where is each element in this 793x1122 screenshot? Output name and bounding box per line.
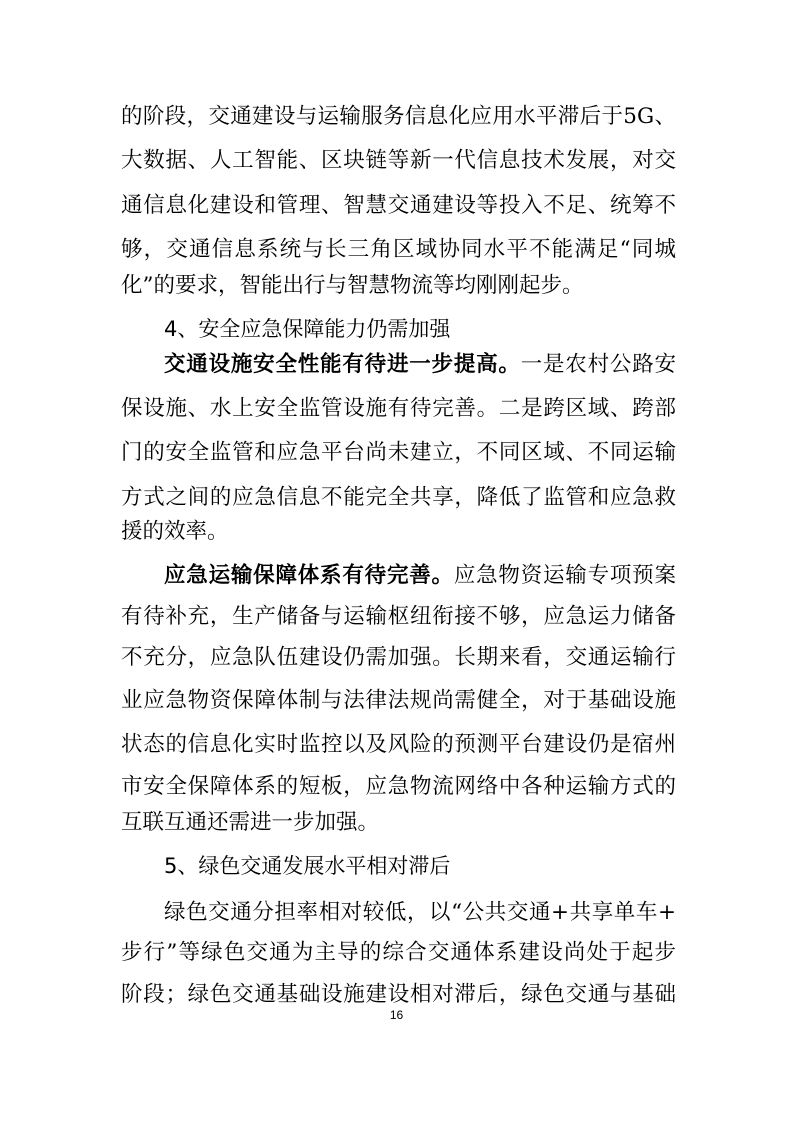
paragraph2-line-4: 方式之间的应急信息不能完全共享，降低了监管和应急救: [121, 485, 676, 510]
paragraph3-bold-lead: 应急运输保障体系有待完善。: [164, 563, 454, 588]
page-number: 16: [389, 1008, 404, 1022]
paragraph1-line-1: 的阶段，交通建设与运输服务信息化应用水平滞后于5G、: [121, 104, 676, 129]
paragraph2-line-3: 门的安全监管和应急平台尚未建立，不同区域、不同运输: [121, 440, 676, 465]
paragraph2-bold-lead: 交通设施安全性能有待进一步提高。: [164, 352, 521, 377]
paragraph3-line-2: 有待补充，生产储备与运输枢纽衔接不够，应急运力储备: [121, 604, 676, 629]
paragraph1-line-3: 通信息化建设和管理、智慧交通建设等投入不足、统筹不: [121, 193, 676, 218]
section-heading-4: 4、安全应急保障能力仍需加强: [164, 317, 451, 341]
paragraph3-line-7: 互联互通还需进一步加强。: [121, 810, 380, 835]
paragraph4-line-3: 阶段；绿色交通基础设施建设相对滞后，绿色交通与基础: [121, 982, 676, 1007]
paragraph1-line-2: 大数据、人工智能、区块链等新一代信息技术发展，对交: [121, 148, 676, 173]
paragraph1-line-4: 够，交通信息系统与长三角区域协同水平不能满足“同城: [121, 237, 676, 262]
section-heading-5: 5、绿色交通发展水平相对滞后: [164, 854, 451, 878]
paragraph3-line-4: 业应急物资保障体制与法律法规尚需健全，对于基础设施: [121, 688, 676, 713]
paragraph3-line-3: 不充分，应急队伍建设仍需加强。长期来看，交通运输行: [121, 645, 676, 670]
paragraph2-first-line-rest: 一是农村公路安: [520, 352, 676, 377]
paragraph3-line-1: [164, 562, 676, 590]
paragraph3-line-5: 状态的信息化实时监控以及风险的预测平台建设仍是宿州: [121, 732, 676, 757]
paragraph2-line-5: 援的效率。: [121, 519, 229, 544]
paragraph1-line-5: 化”的要求，智能出行与智慧物流等均刚刚起步。: [121, 273, 584, 298]
paragraph2-line-1: [164, 351, 676, 379]
paragraph3-first-line-rest: 应急物资运输专项预案: [453, 563, 676, 588]
paragraph4-line-2: 步行”等绿色交通为主导的综合交通体系建设尚处于起步: [121, 940, 676, 965]
paragraph4-line-1: 绿色交通分担率相对较低，以“公共交通+共享单车+: [164, 900, 676, 925]
paragraph3-line-6: 市安全保障体系的短板，应急物流网络中各种运输方式的: [121, 774, 676, 799]
paragraph2-line-2: 保设施、水上安全监管设施有待完善。二是跨区域、跨部: [121, 396, 676, 421]
